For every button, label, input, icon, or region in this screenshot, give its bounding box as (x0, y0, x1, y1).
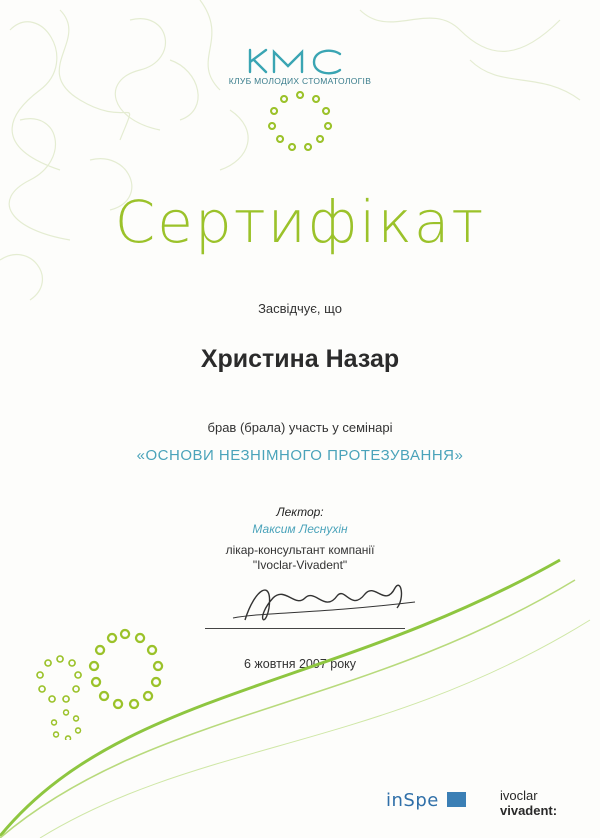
seminar-title: «ОСНОВИ НЕЗНІМНОГО ПРОТЕЗУВАННЯ» (136, 447, 464, 464)
ivoclar-logo-top: ivoclar (500, 788, 538, 803)
consultant-text: лікар-консультант компанії (225, 543, 375, 557)
company-name: "Ivoclar-Vivadent" (252, 558, 348, 572)
logo-wreath-icon (258, 88, 342, 152)
certifies-text: Засвідчує, що (258, 301, 342, 316)
logo-subtitle: КЛУБ МОЛОДИХ СТОМАТОЛОГІВ (228, 76, 372, 86)
certificate-date: 6 жовтня 2007 року (243, 657, 357, 671)
certificate-title: Сертифікат (114, 188, 486, 256)
kmc-logo-icon (240, 44, 360, 78)
participation-text: брав (брала) участь у семінарі (207, 420, 393, 435)
decorative-wreath-icon (30, 610, 180, 740)
inspe-square-icon (447, 792, 466, 807)
inspe-logo: inSpe (386, 790, 439, 811)
lector-label: Лектор: (276, 505, 324, 519)
ivoclar-logo-bottom: vivadent: (500, 803, 558, 818)
recipient-name: Христина Назар (200, 345, 400, 373)
lector-name: Максим Леснухін (252, 522, 348, 536)
